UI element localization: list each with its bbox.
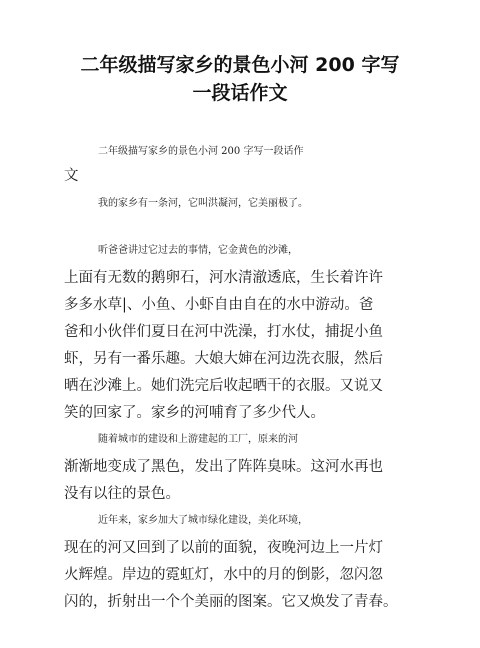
body-line: 笑的回家了。家乡的河哺育了多少代人。 bbox=[64, 405, 325, 421]
body-line: 没有以往的景色。 bbox=[64, 486, 180, 502]
body-line: 虾，另有一番乐趣。大娘大婶在河边洗衣服，然后 bbox=[64, 351, 383, 367]
document-title-line-1: 二年级描写家乡的景色小河 200 字写 bbox=[80, 54, 400, 76]
body-line: 晒在沙滩上。她们洗完后收起晒干的衣服。又说又 bbox=[64, 378, 383, 394]
body-line: 渐渐地变成了黑色，发出了阵阵臭味。这河水再也 bbox=[64, 459, 383, 475]
body-line: 火辉煌。岸边的霓虹灯，水中的月的倒影，忽闪忽 bbox=[64, 567, 383, 583]
body-line: 二年级描写家乡的景色小河 200 字写一段话作 bbox=[98, 146, 304, 157]
document-title-line-2: 一段话作文 bbox=[192, 82, 288, 104]
body-line: 多多水草|、小鱼、小虾自由自在的水中游动。爸 bbox=[64, 297, 374, 313]
body-line: 闪的，折射出一个个美丽的图案。它又焕发了青春。 bbox=[64, 594, 398, 610]
body-line: 近年来，家乡加大了城市绿化建设，美化环境， bbox=[98, 515, 308, 526]
body-line: 随着城市的建设和上游建起的工厂，原来的河 bbox=[98, 434, 298, 445]
body-line: 文 bbox=[64, 168, 79, 184]
body-line: 现在的河又回到了以前的面貌，夜晚河边上一片灯 bbox=[64, 540, 383, 556]
body-line: 上面有无数的鹅卵石，河水清澈透底，生长着许许 bbox=[64, 270, 383, 286]
body-line: 听爸爸讲过它过去的事情，它金黄色的沙滩， bbox=[98, 245, 298, 256]
body-line: 爸和小伙伴们夏日在河中洗澡，打水仗，捕捉小鱼 bbox=[64, 324, 383, 340]
body-line: 我的家乡有一条河，它叫洪凝河，它美丽极了。 bbox=[98, 198, 308, 209]
